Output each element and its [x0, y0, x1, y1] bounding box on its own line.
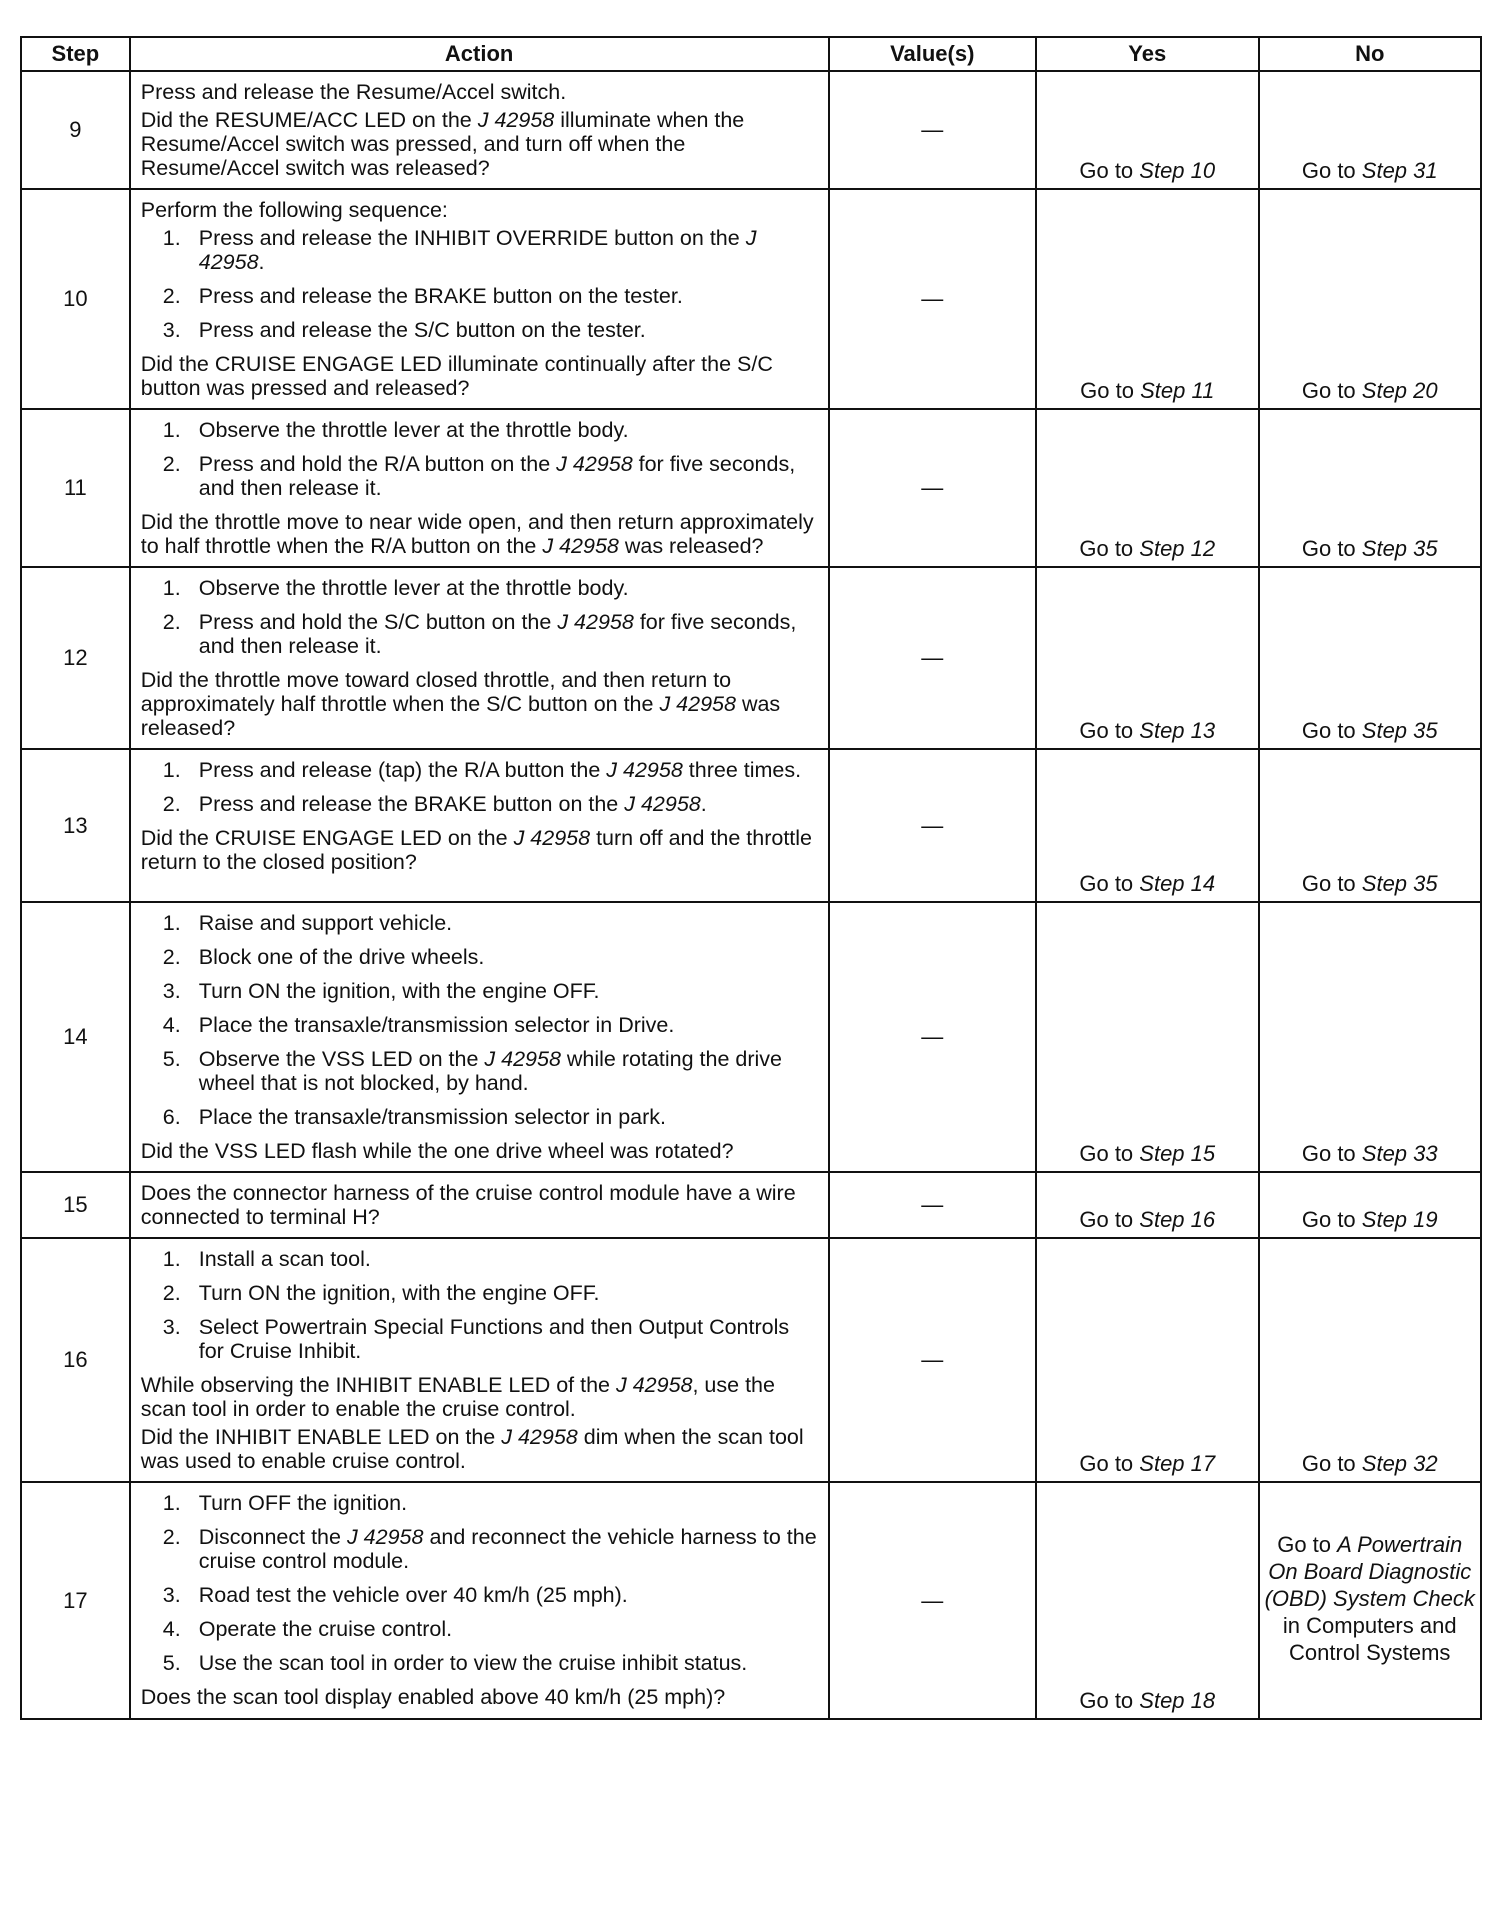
table-row — [21, 409, 1481, 567]
yes-go-to-link[interactable]: Go to Step 13 — [1036, 567, 1259, 749]
no-go-to-link[interactable]: Go to Step 35 — [1259, 567, 1482, 749]
substep-text: Place the transaxle/transmission selector in park. — [198, 1105, 666, 1129]
yes-go-to-link[interactable]: Go to Step 18 — [1036, 1482, 1259, 1719]
action-substep — [141, 576, 818, 600]
substep-text: Road test the vehicle over 40 km/h (25 mph). — [198, 1583, 628, 1607]
no-go-to-link[interactable]: Go to Step 35 — [1259, 409, 1482, 567]
action-paragraph: While observing the INHIBIT ENABLE LED of the J 42958, use the scan tool in order to enable the cruise control. — [140, 1373, 775, 1421]
action-substep — [141, 1105, 818, 1129]
action-cell — [130, 902, 829, 1172]
yes-go-to-link[interactable]: Go to Step 11 — [1036, 189, 1259, 409]
no-go-to-link[interactable]: Go to Step 32 — [1259, 1238, 1482, 1482]
table-row — [21, 71, 1481, 189]
substep-number: 4. — [162, 1013, 181, 1037]
value-cell: — — [829, 749, 1037, 902]
value-cell: — — [829, 1172, 1037, 1238]
action-substep-list — [141, 1491, 818, 1675]
action-substep-list — [141, 758, 818, 816]
action-paragraph: Did the VSS LED flash while the one drive wheel was rotated? — [140, 1139, 734, 1163]
yes-go-to-link[interactable]: Go to Step 14 — [1036, 749, 1259, 902]
substep-text: Select Powertrain Special Functions and then Output Controls for Cruise Inhibit. — [198, 1315, 790, 1363]
substep-number: 5. — [162, 1047, 181, 1071]
substep-number: 2. — [162, 284, 181, 308]
action-substep — [141, 1247, 818, 1271]
yes-go-to-link[interactable]: Go to Step 16 — [1036, 1172, 1259, 1238]
value-cell: — — [829, 1482, 1037, 1719]
substep-number: 2. — [162, 1281, 181, 1305]
action-substep — [141, 1281, 818, 1305]
substep-text: Operate the cruise control. — [198, 1617, 453, 1641]
header-action: Action — [130, 37, 829, 71]
substep-number: 1. — [162, 226, 181, 250]
substep-number: 1. — [162, 576, 181, 600]
table-row — [21, 902, 1481, 1172]
substep-text: Turn ON the ignition, with the engine OFF. — [198, 979, 600, 1003]
value-cell: — — [829, 409, 1037, 567]
substep-text: Turn ON the ignition, with the engine OFF. — [198, 1281, 600, 1305]
substep-text: Press and hold the S/C button on the J 42958 for five seconds, and then release it. — [198, 610, 797, 658]
table-row — [21, 749, 1481, 902]
action-substep — [141, 1651, 818, 1675]
substep-text: Observe the throttle lever at the throttle body. — [198, 418, 629, 442]
substep-number: 1. — [162, 418, 181, 442]
substep-text: Disconnect the J 42958 and reconnect the vehicle harness to the cruise control module. — [198, 1525, 817, 1573]
action-paragraph: Did the throttle move to near wide open, and then return approximately to half throttle when the R/A button on the J 42958 was released? — [140, 510, 814, 558]
step-number: 14 — [21, 902, 130, 1172]
substep-number: 6. — [162, 1105, 181, 1129]
header-row — [21, 37, 1481, 71]
no-go-to-link[interactable]: Go to Step 19 — [1259, 1172, 1482, 1238]
action-substep — [141, 226, 818, 274]
action-cell — [130, 1482, 829, 1719]
yes-go-to-link[interactable]: Go to Step 10 — [1036, 71, 1259, 189]
value-cell: — — [829, 567, 1037, 749]
substep-number: 2. — [162, 452, 181, 476]
yes-go-to-link[interactable]: Go to Step 15 — [1036, 902, 1259, 1172]
substep-number: 2. — [162, 1525, 181, 1549]
header-no: No — [1259, 37, 1482, 71]
yes-go-to-link[interactable]: Go to Step 17 — [1036, 1238, 1259, 1482]
action-substep-list — [141, 226, 818, 342]
substep-number: 3. — [162, 318, 181, 342]
action-substep-list — [141, 1247, 818, 1363]
action-substep — [141, 911, 818, 935]
action-substep — [141, 792, 818, 816]
yes-go-to-link[interactable]: Go to Step 12 — [1036, 409, 1259, 567]
action-cell — [130, 409, 829, 567]
action-paragraph: Did the INHIBIT ENABLE LED on the J 42958 dim when the scan tool was used to enable cruise control. — [140, 1425, 804, 1473]
substep-text: Press and release the BRAKE button on the tester. — [198, 284, 683, 308]
diagnostic-table — [20, 36, 1482, 1720]
substep-text: Press and release the BRAKE button on the J 42958. — [198, 792, 707, 816]
action-substep — [141, 418, 818, 442]
substep-text: Use the scan tool in order to view the cruise inhibit status. — [198, 1651, 748, 1675]
substep-text: Observe the VSS LED on the J 42958 while rotating the drive wheel that is not blocked, by hand. — [198, 1047, 782, 1095]
action-substep — [141, 452, 818, 500]
table-row — [21, 189, 1481, 409]
table-row — [21, 567, 1481, 749]
table-row — [21, 1172, 1481, 1238]
substep-number: 1. — [162, 1247, 181, 1271]
action-substep-list — [141, 576, 818, 658]
no-go-to-link[interactable]: Go to Step 35 — [1259, 749, 1482, 902]
action-cell — [130, 71, 829, 189]
action-substep — [141, 284, 818, 308]
step-number: 12 — [21, 567, 130, 749]
substep-number: 3. — [162, 979, 181, 1003]
substep-text: Press and release (tap) the R/A button the J 42958 three times. — [198, 758, 802, 782]
value-cell: — — [829, 902, 1037, 1172]
action-substep — [141, 758, 818, 782]
no-go-to-link[interactable]: Go to Step 20 — [1259, 189, 1482, 409]
header-step: Step — [21, 37, 130, 71]
substep-number: 1. — [162, 911, 181, 935]
table-row — [21, 1238, 1481, 1482]
action-substep — [141, 610, 818, 658]
step-number: 16 — [21, 1238, 130, 1482]
step-number: 10 — [21, 189, 130, 409]
action-substep — [141, 1491, 818, 1515]
table-body — [21, 71, 1481, 1719]
action-substep — [141, 1047, 818, 1095]
substep-text: Observe the throttle lever at the throttle body. — [198, 576, 629, 600]
action-paragraph: Did the CRUISE ENGAGE LED on the J 42958 turn off and the throttle return to the closed position? — [140, 826, 813, 874]
substep-number: 5. — [162, 1651, 181, 1675]
value-cell: — — [829, 189, 1037, 409]
action-substep — [141, 318, 818, 342]
action-paragraph: Does the scan tool display enabled above 40 km/h (25 mph)? — [140, 1685, 726, 1709]
header-yes: Yes — [1036, 37, 1259, 71]
substep-text: Turn OFF the ignition. — [198, 1491, 408, 1515]
action-paragraph: Press and release the Resume/Accel switch. — [140, 80, 567, 104]
substep-text: Place the transaxle/transmission selector in Drive. — [198, 1013, 675, 1037]
substep-number: 1. — [162, 1491, 181, 1515]
action-substep — [141, 1525, 818, 1573]
substep-number: 2. — [162, 792, 181, 816]
action-substep — [141, 1315, 818, 1363]
substep-number: 3. — [162, 1315, 181, 1339]
value-cell: — — [829, 1238, 1037, 1482]
action-cell — [130, 189, 829, 409]
no-go-to-link[interactable]: Go to Step 33 — [1259, 902, 1482, 1172]
action-paragraph: Did the RESUME/ACC LED on the J 42958 illuminate when the Resume/Accel switch was pressed, and turn off when the Resume/Accel switch was released? — [140, 108, 745, 180]
no-go-to-link[interactable]: Go to Step 31 — [1259, 71, 1482, 189]
substep-text: Install a scan tool. — [198, 1247, 371, 1271]
table-row — [21, 1482, 1481, 1719]
substep-text: Press and release the S/C button on the tester. — [198, 318, 646, 342]
step-number: 13 — [21, 749, 130, 902]
step-number: 11 — [21, 409, 130, 567]
substep-number: 2. — [162, 945, 181, 969]
action-cell — [130, 1172, 829, 1238]
action-paragraph: Perform the following sequence: — [140, 198, 448, 222]
action-cell — [130, 1238, 829, 1482]
step-number: 9 — [21, 71, 130, 189]
substep-text: Press and release the INHIBIT OVERRIDE button on the J 42958. — [198, 226, 757, 274]
substep-number: 1. — [162, 758, 181, 782]
action-substep — [141, 1583, 818, 1607]
header-values: Value(s) — [829, 37, 1037, 71]
step-number: 15 — [21, 1172, 130, 1238]
action-substep — [141, 1013, 818, 1037]
action-substep-list — [141, 911, 818, 1129]
substep-number: 4. — [162, 1617, 181, 1641]
substep-text: Press and hold the R/A button on the J 42958 for five seconds, and then release it. — [198, 452, 796, 500]
action-paragraph: Did the CRUISE ENGAGE LED illuminate continually after the S/C button was pressed and released? — [140, 352, 773, 400]
action-substep — [141, 945, 818, 969]
action-paragraph: Does the connector harness of the cruise control module have a wire connected to terminal H? — [140, 1181, 796, 1229]
action-paragraph: Did the throttle move toward closed throttle, and then return to approximately half throttle when the S/C button on the J 42958 was released? — [140, 668, 781, 740]
substep-text: Raise and support vehicle. — [198, 911, 453, 935]
action-cell — [130, 749, 829, 902]
substep-number: 3. — [162, 1583, 181, 1607]
action-substep-list — [141, 418, 818, 500]
substep-text: Block one of the drive wheels. — [198, 945, 485, 969]
step-number: 17 — [21, 1482, 130, 1719]
action-substep — [141, 979, 818, 1003]
substep-number: 2. — [162, 610, 181, 634]
action-cell — [130, 567, 829, 749]
value-cell: — — [829, 71, 1037, 189]
action-substep — [141, 1617, 818, 1641]
no-go-to-link[interactable]: Go to A Powertrain On Board Diagnostic (OBD) System Check in Computers and Control Systems — [1259, 1482, 1482, 1719]
